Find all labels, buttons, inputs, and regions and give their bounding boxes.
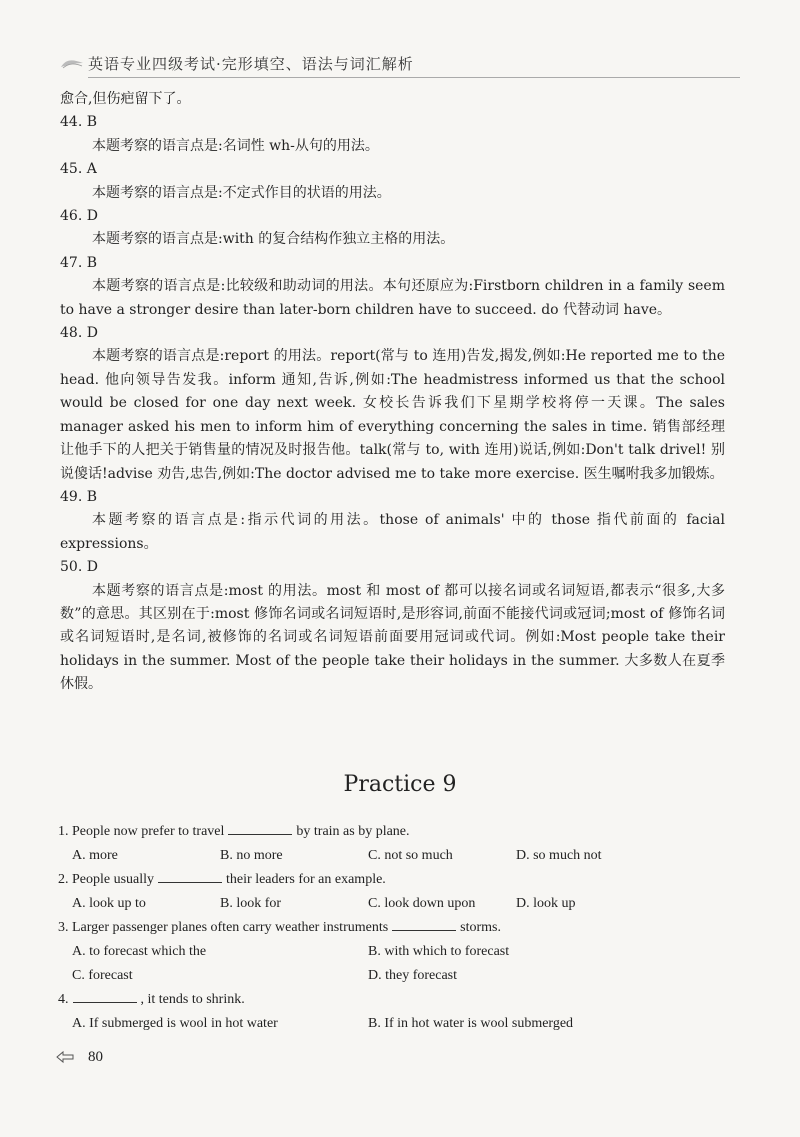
question-stem: 2. People usually their leaders for an example. — [58, 872, 386, 887]
continued-text: 愈合,但伤疤留下了。 — [60, 91, 191, 107]
option-row — [58, 940, 748, 964]
header-rule — [88, 77, 740, 78]
answer-explanation: 本题考察的语言点是:with 的复合结构作独立主格的用法。 — [92, 231, 455, 248]
question-stem: 4. , it tends to shrink. — [58, 992, 245, 1007]
answer-explanation: 本题考察的语言点是:report 的用法。report(常与 to 连用)告发,揭发,例如:He reported me to the head. 他向领导告发我。inform 通知,告诉,例如:The headmistress informed us that the school would be closed for one day next week. 女校长告诉我们下星期学校将停一天课。The sales manager asked his men to inform him of everything concerning the sales in time. 销售部经理让他手下的人把关于销售量的情况及时报告他。talk(常与 to, with 连用)说话,例如:Don't talk drivel! 别说傻话!advise 劝告,忠告,例如:The doctor advised me to take more exercise. 医生嘱咐我多加锻炼。 — [60, 348, 725, 482]
page-number: 80 — [88, 1048, 103, 1065]
option-c: C. forecast — [72, 968, 133, 983]
option-a: A. If submerged is wool in hot water — [72, 1016, 278, 1031]
answer-explanations — [60, 88, 725, 697]
answer-number: 48. D — [60, 325, 98, 342]
answer-number: 50. D — [60, 559, 98, 576]
option-a: A. to forecast which the — [72, 944, 207, 959]
answer-blank — [73, 990, 137, 1003]
answer-blank — [392, 918, 456, 931]
question-stem: 1. People now prefer to travel by train as by plane. — [58, 824, 410, 839]
option-b: B. with which to forecast — [368, 944, 510, 959]
answer-number: 45. A — [60, 161, 97, 178]
answer-number: 46. D — [60, 208, 98, 225]
option-row — [58, 892, 748, 916]
question-stem: 3. Larger passenger planes often carry weather instruments storms. — [58, 920, 502, 935]
running-header — [60, 50, 740, 76]
option-row — [58, 844, 748, 868]
answer-explanation: 本题考察的语言点是:指示代词的用法。those of animals' 中的 those 指代前面的 facial expressions。 — [60, 512, 725, 552]
option-d: D. so much not — [516, 848, 602, 863]
option-a: A. more — [72, 848, 118, 863]
answer-explanation: 本题考察的语言点是:比较级和助动词的用法。本句还原应为:Firstborn children in a family seem to have a stronger desire than later-born children have to succeed. do 代替动词 have。 — [60, 278, 725, 318]
option-c: C. not so much — [368, 848, 453, 863]
page-footer — [56, 1045, 103, 1069]
answer-blank — [158, 870, 222, 883]
option-d: D. they forecast — [368, 968, 458, 983]
option-row — [58, 964, 748, 988]
option-d: D. look up — [516, 896, 576, 911]
header-ornament-icon — [60, 57, 84, 69]
answer-explanation: 本题考察的语言点是:不定式作目的状语的用法。 — [92, 184, 391, 201]
answer-number: 47. B — [60, 254, 98, 271]
option-b: B. look for — [220, 896, 282, 911]
answer-explanation: 本题考察的语言点是:名词性 wh-从句的用法。 — [92, 137, 379, 154]
question-list — [58, 820, 748, 1036]
option-row — [58, 1012, 748, 1036]
option-b: B. no more — [220, 848, 283, 863]
option-b: B. If in hot water is wool submerged — [368, 1016, 574, 1031]
header-title: 英语专业四级考试·完形填空、语法与词汇解析 — [88, 54, 414, 73]
answer-explanation: 本题考察的语言点是:most 的用法。most 和 most of 都可以接名词或名词短语,都表示“很多,大多数”的意思。其区别在于:most 修饰名词或名词短语时,是形容词,前面不能接代词或冠词;most of 修饰名词或名词短语时,是名词,被修饰的名词或名词短语前面要用冠词或代词。例如:Most people take their holidays in the summer. Most of the people take their holidays in the summer. 大多数人在夏季休假。 — [60, 582, 725, 693]
answer-blank — [228, 822, 292, 835]
answer-number: 44. B — [60, 114, 98, 131]
left-arrow-icon — [56, 1050, 74, 1064]
answer-number: 49. B — [60, 488, 98, 505]
practice-title: Practice 9 — [343, 772, 457, 797]
option-a: A. look up to — [72, 896, 146, 911]
option-c: C. look down upon — [368, 896, 476, 911]
